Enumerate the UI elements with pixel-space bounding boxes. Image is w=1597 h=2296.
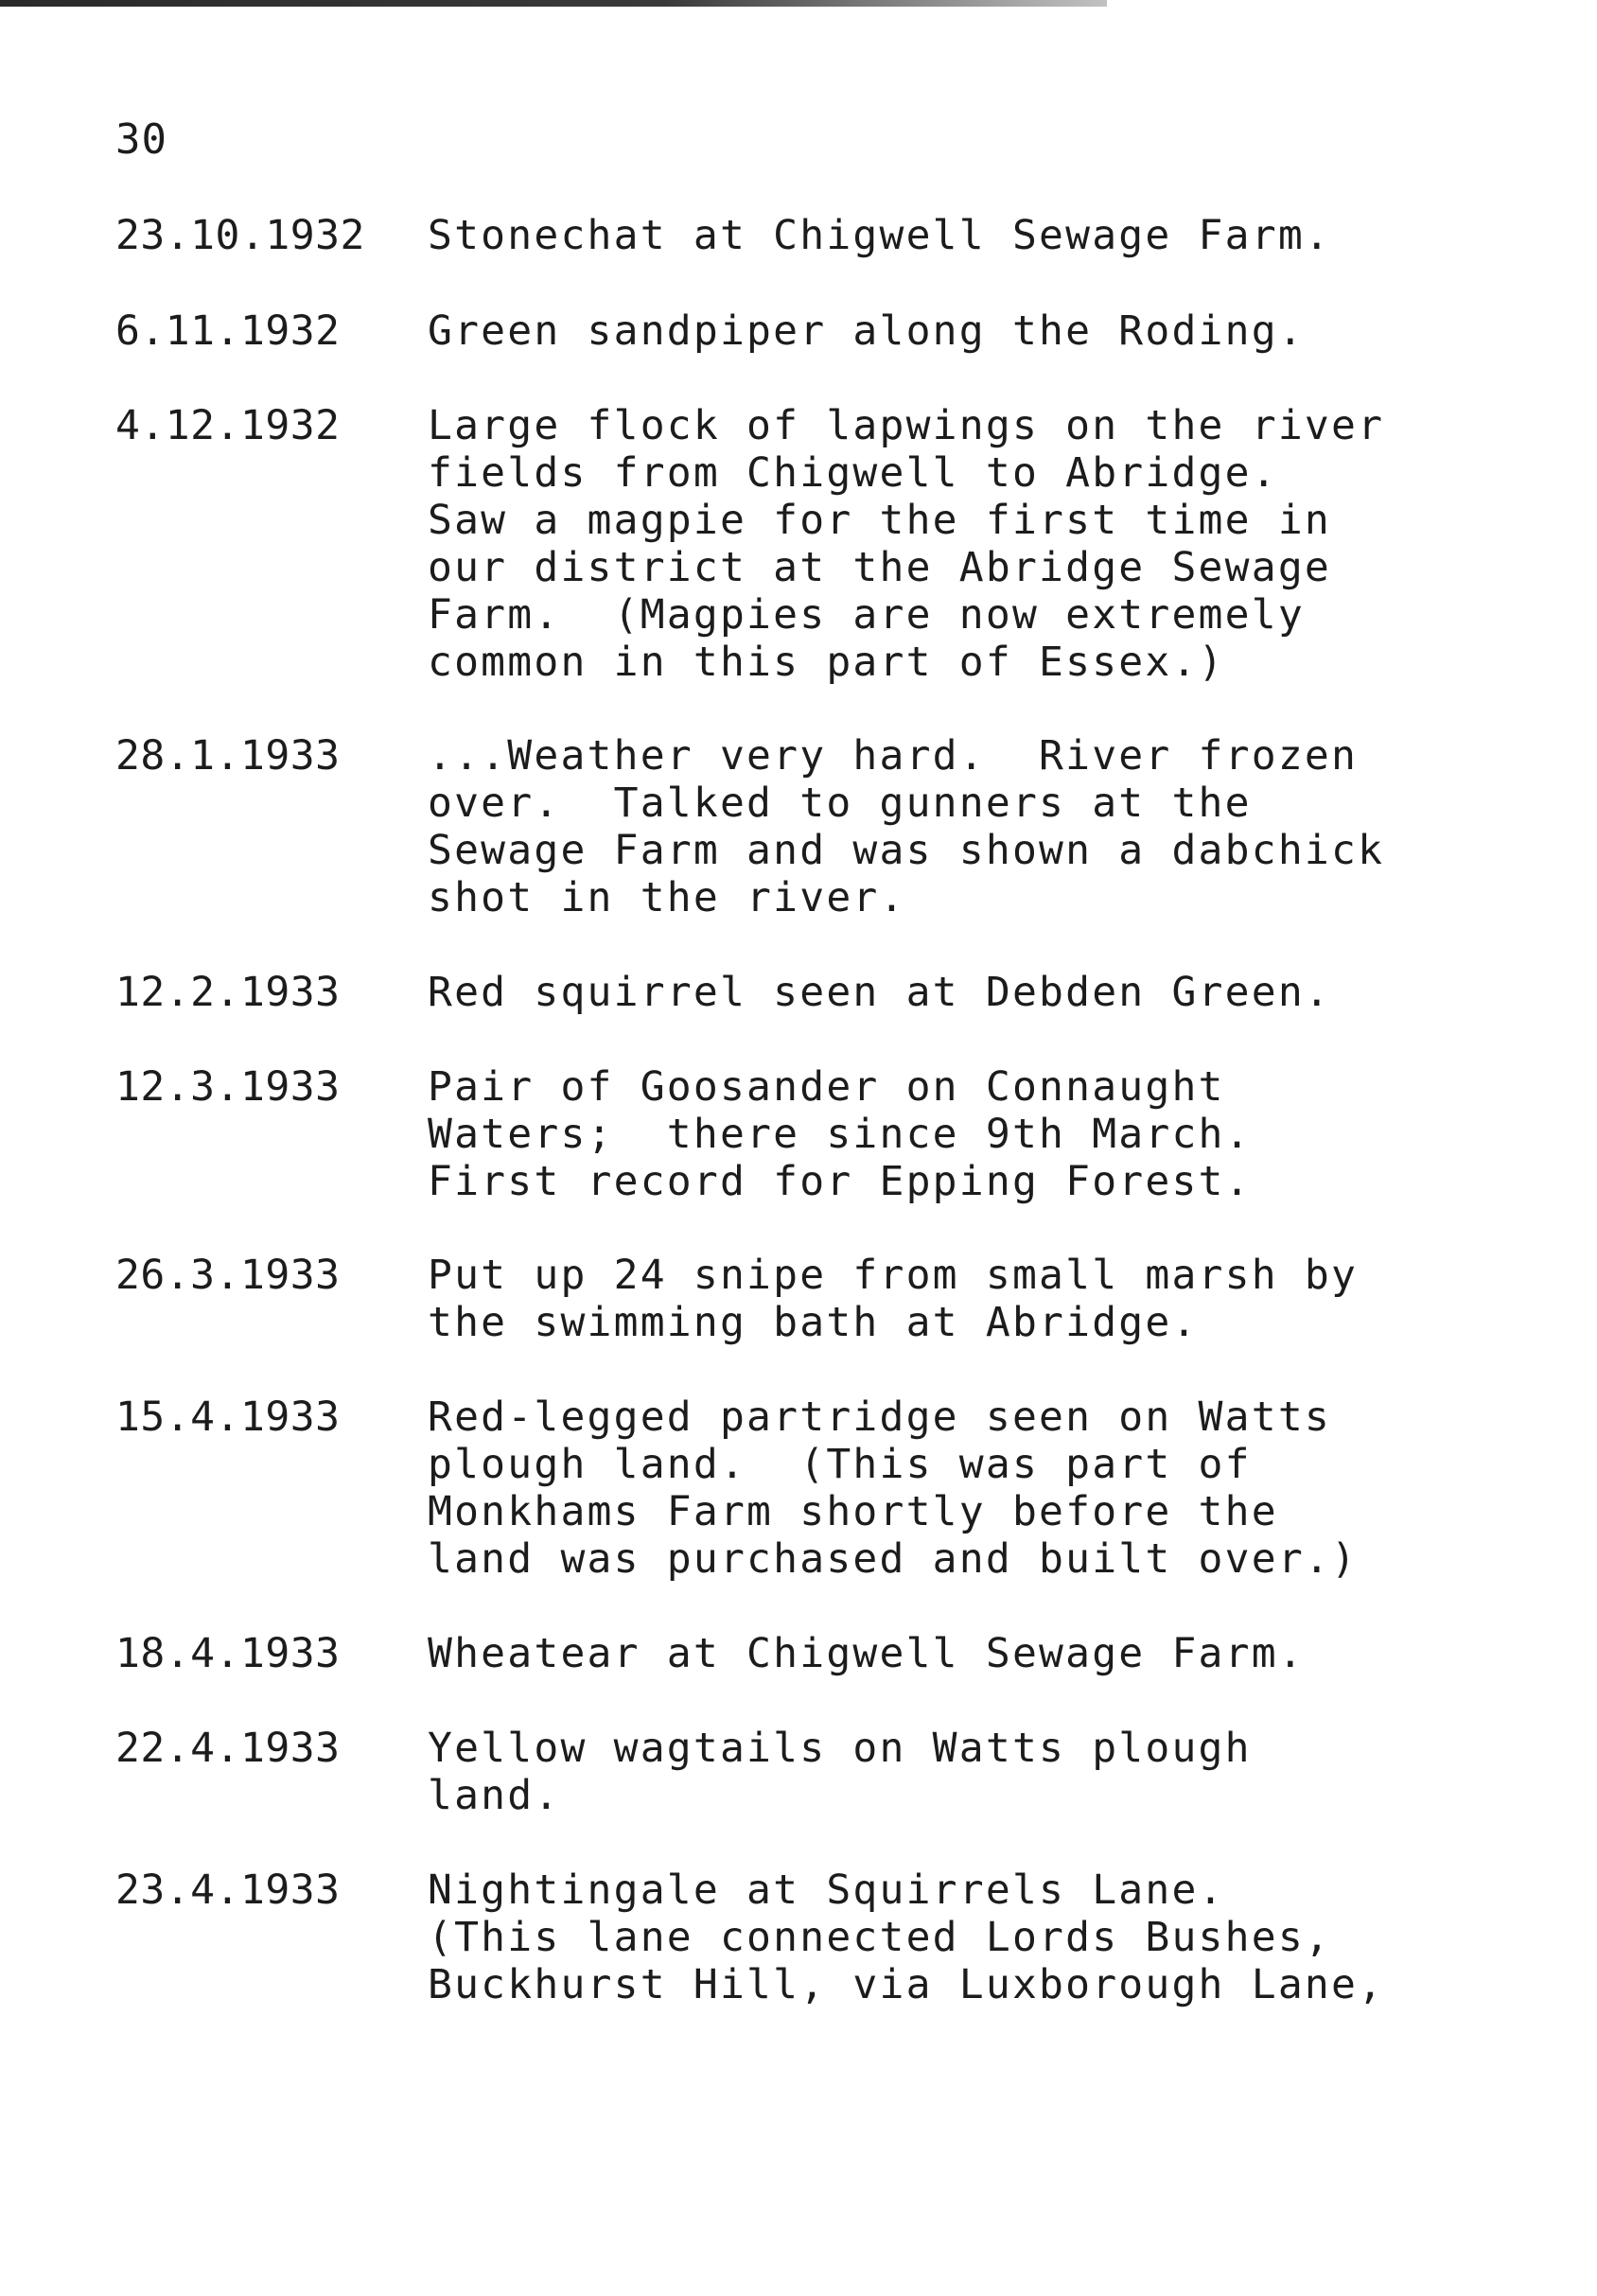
entry-date: 15.4.1933: [115, 1393, 341, 1441]
entry-text: [428, 212, 1582, 259]
entry-text-line: Large flock of lapwings on the river: [428, 402, 1385, 449]
entry-text: [428, 1252, 1582, 1346]
entry-text-line: Nightingale at Squirrels Lane.: [428, 1867, 1225, 1914]
entry-date: 26.3.1933: [115, 1252, 341, 1299]
entry-text-line: Farm. (Magpies are now extremely: [428, 591, 1305, 639]
entry-date: 6.11.1932: [115, 307, 341, 355]
entry-text: [428, 1630, 1582, 1677]
entry-text: [428, 732, 1582, 921]
entry-text-line: Put up 24 snipe from small marsh by: [428, 1252, 1359, 1299]
entry-date: 23.10.1932: [115, 212, 365, 259]
entry-date: 22.4.1933: [115, 1725, 341, 1772]
entry-text-line: Stonechat at Chigwell Sewage Farm.: [428, 212, 1331, 259]
entry-date: 23.4.1933: [115, 1867, 341, 1914]
entry-text: [428, 1725, 1582, 1819]
entry-text-line: Waters; there since 9th March.: [428, 1111, 1252, 1158]
entry-text-line: fields from Chigwell to Abridge.: [428, 449, 1278, 497]
entry-date: 28.1.1933: [115, 732, 341, 780]
entry-text-line: land.: [428, 1772, 561, 1819]
entry-date: 4.12.1932: [115, 402, 341, 449]
entry-text-line: the swimming bath at Abridge.: [428, 1299, 1199, 1346]
entry-text-line: shot in the river.: [428, 874, 906, 921]
entry-text-line: over. Talked to gunners at the: [428, 780, 1252, 827]
entry-text-line: Buckhurst Hill, via Luxborough Lane,: [428, 1961, 1385, 2008]
entry-text-line: Wheatear at Chigwell Sewage Farm.: [428, 1630, 1305, 1677]
entry-text: [428, 402, 1582, 686]
entry-text-line: Monkhams Farm shortly before the: [428, 1488, 1278, 1535]
entry-text-line: Green sandpiper along the Roding.: [428, 307, 1305, 355]
entry-text-line: ...Weather very hard. River frozen: [428, 732, 1359, 780]
top-edge-rule: [0, 0, 1107, 7]
entry-text: [428, 307, 1582, 355]
page-number: 30: [115, 115, 167, 164]
entry-text: [428, 1063, 1582, 1205]
entry-text: [428, 1867, 1582, 2008]
entry-date: 12.2.1933: [115, 969, 341, 1016]
entry-text-line: Red squirrel seen at Debden Green.: [428, 969, 1331, 1016]
entry-text-line: (This lane connected Lords Bushes,: [428, 1914, 1331, 1961]
entry-text-line: Pair of Goosander on Connaught: [428, 1063, 1225, 1111]
entry-date: 18.4.1933: [115, 1630, 341, 1677]
entry-date: 12.3.1933: [115, 1063, 341, 1111]
entry-text: [428, 969, 1582, 1016]
entry-text-line: land was purchased and built over.): [428, 1535, 1359, 1583]
entry-text: [428, 1393, 1582, 1583]
entry-text-line: First record for Epping Forest.: [428, 1158, 1252, 1205]
entry-text-line: common in this part of Essex.): [428, 639, 1225, 686]
entry-text-line: plough land. (This was part of: [428, 1441, 1252, 1488]
entry-text-line: Red-legged partridge seen on Watts: [428, 1393, 1331, 1441]
entry-text-line: Saw a magpie for the first time in: [428, 497, 1331, 544]
entry-text-line: our district at the Abridge Sewage: [428, 544, 1331, 591]
entry-text-line: Sewage Farm and was shown a dabchick: [428, 827, 1385, 874]
entry-text-line: Yellow wagtails on Watts plough: [428, 1725, 1252, 1772]
